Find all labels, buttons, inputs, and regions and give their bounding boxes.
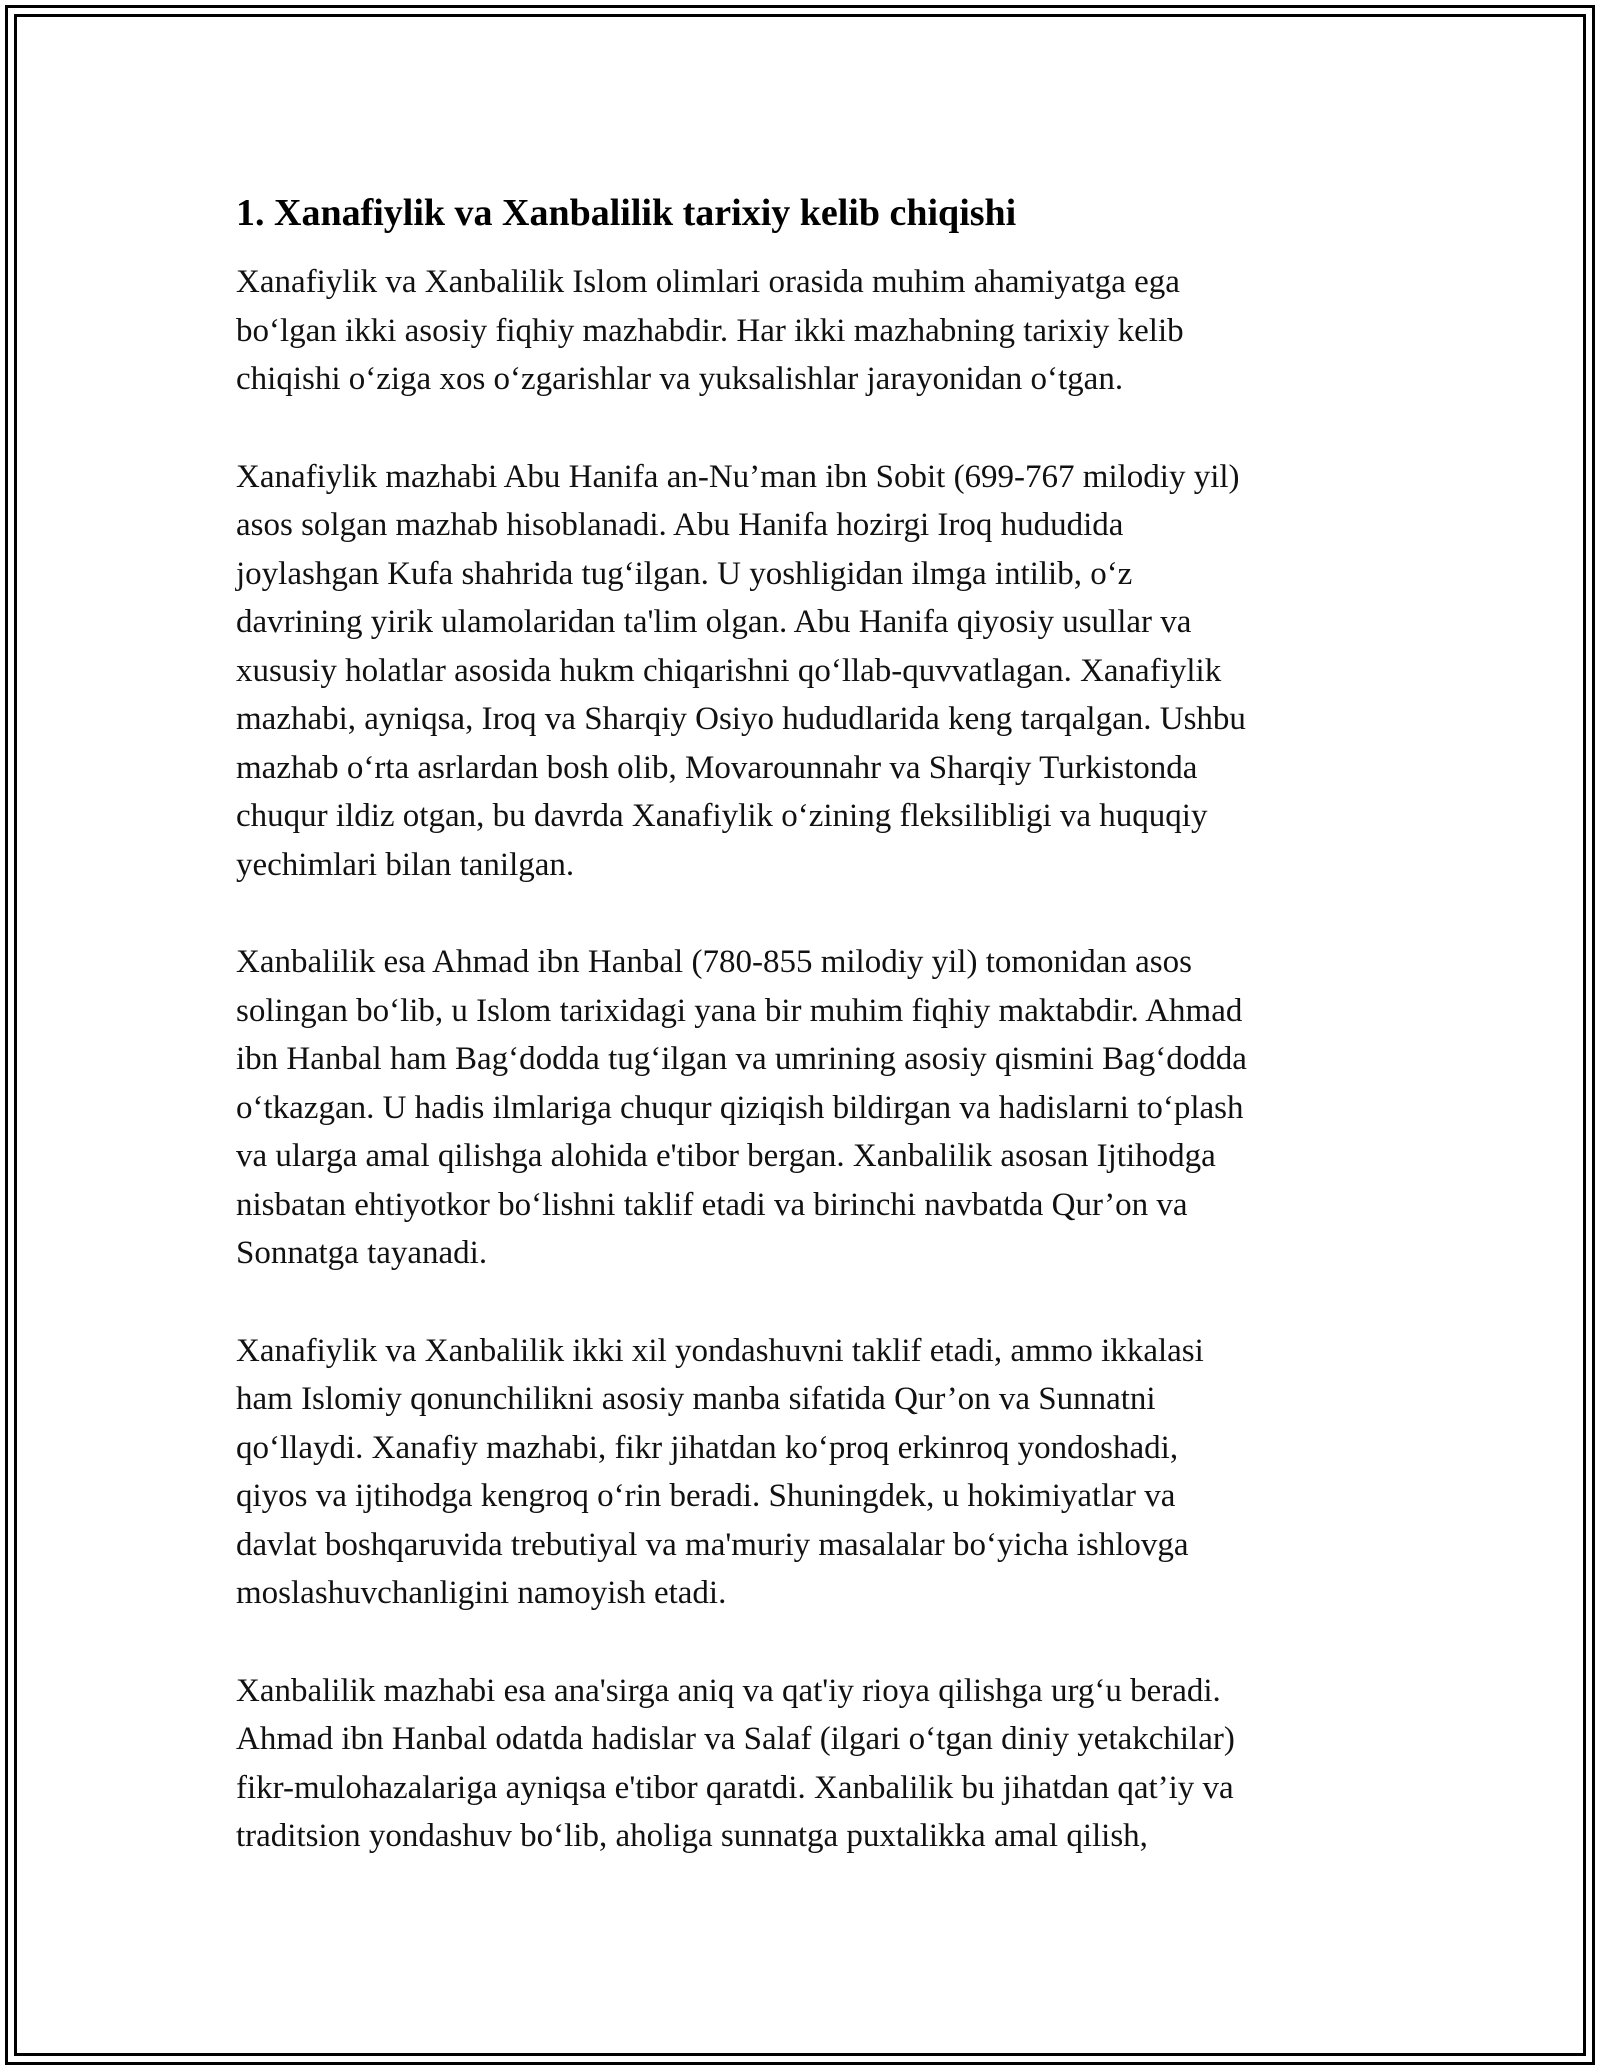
section-heading: 1. Xanafiylik va Xanbalilik tarixiy kelib chiqishi bbox=[236, 192, 1017, 234]
paragraph-line: bo‘lgan ikki asosiy fiqhiy mazhabdir. Har ikki mazhabning tarixiy kelib bbox=[236, 312, 1184, 349]
document-body bbox=[236, 188, 1366, 1910]
paragraph-line: chiqishi o‘ziga xos o‘zgarishlar va yuksalishlar jarayonidan o‘tgan. bbox=[236, 361, 1124, 397]
paragraph-hanafi bbox=[236, 453, 1366, 890]
paragraph-line: yechimlari bilan tanilgan. bbox=[236, 846, 575, 883]
paragraph-line: chuqur ildiz otgan, bu davrda Xanafiylik o‘zining fleksilibligi va huquqiy bbox=[236, 798, 1208, 834]
paragraph-line: mazhabi, ayniqsa, Iroq va Sharqiy Osiyo hududlarida keng tarqalgan. Ushbu bbox=[236, 701, 1246, 737]
paragraph-line: ibn Hanbal ham Bag‘dodda tug‘ilgan va umrining asosiy qismini Bag‘dodda bbox=[236, 1041, 1247, 1077]
paragraph-hanbali-approach bbox=[236, 1667, 1366, 1861]
paragraph-intro bbox=[236, 258, 1366, 404]
paragraph-line: va ularga amal qilishga alohida e'tibor bergan. Xanbalilik asosan Ijtihodga bbox=[236, 1138, 1216, 1174]
paragraph-line: o‘tkazgan. U hadis ilmlariga chuqur qiziqish bildirgan va hadislarni to‘plash bbox=[236, 1089, 1244, 1126]
paragraph-line: solingan bo‘lib, u Islom tarixidagi yana bir muhim fiqhiy maktabdir. Ahmad bbox=[236, 992, 1243, 1029]
paragraph-line: asos solgan mazhab hisoblanadi. Abu Hanifa hozirgi Iroq hududida bbox=[236, 507, 1124, 543]
paragraph-line: qo‘llaydi. Xanafiy mazhabi, fikr jihatdan ko‘proq erkinroq yondoshadi, bbox=[236, 1429, 1179, 1466]
paragraph-line: Sonnatga tayanadi. bbox=[236, 1235, 488, 1271]
paragraph-comparison bbox=[236, 1327, 1366, 1618]
paragraph-line: davlat boshqaruvida trebutiyal va ma'muriy masalalar bo‘yicha ishlovga bbox=[236, 1526, 1189, 1563]
paragraph-line: Xanbalilik esa Ahmad ibn Hanbal (780-855 milodiy yil) tomonidan asos bbox=[236, 944, 1192, 980]
paragraph-line: xususiy holatlar asosida hukm chiqarishni qo‘llab-quvvatlagan. Xanafiylik bbox=[236, 652, 1222, 689]
paragraph-line: traditsion yondashuv bo‘lib, aholiga sunnatga puxtalikka amal qilish, bbox=[236, 1818, 1148, 1854]
paragraph-line: Xanafiylik va Xanbalilik ikki xil yondashuvni taklif etadi, ammo ikkalasi bbox=[236, 1332, 1204, 1369]
paragraph-line: moslashuvchanligini namoyish etadi. bbox=[236, 1575, 727, 1611]
paragraph-line: Xanbalilik mazhabi esa ana'sirga aniq va qat'iy rioya qilishga urg‘u beradi. bbox=[236, 1672, 1221, 1709]
paragraph-hanbali bbox=[236, 938, 1366, 1278]
paragraph-line: qiyos va ijtihodga kengroq o‘rin beradi. Shuningdek, u hokimiyatlar va bbox=[236, 1478, 1176, 1514]
paragraph-line: Xanafiylik va Xanbalilik Islom olimlari orasida muhim ahamiyatga ega bbox=[236, 264, 1180, 300]
paragraph-line: Xanafiylik mazhabi Abu Hanifa an-Nu’man ibn Sobit (699-767 milodiy yil) bbox=[236, 458, 1240, 495]
paragraph-line: fikr-mulohazalariga ayniqsa e'tibor qaratdi. Xanbalilik bu jihatdan qat’iy va bbox=[236, 1769, 1234, 1806]
paragraph-line: mazhab o‘rta asrlardan bosh olib, Movarounnahr va Sharqiy Turkistonda bbox=[236, 749, 1198, 786]
paragraph-line: nisbatan ehtiyotkor bo‘lishni taklif etadi va birinchi navbatda Qur’on va bbox=[236, 1186, 1188, 1223]
paragraph-line: davrining yirik ulamolaridan ta'lim olgan. Abu Hanifa qiyosiy usullar va bbox=[236, 604, 1192, 640]
paragraph-line: joylashgan Kufa shahrida tug‘ilgan. U yoshligidan ilmga intilib, o‘z bbox=[236, 555, 1133, 592]
paragraph-line: Ahmad ibn Hanbal odatda hadislar va Salaf (ilgari o‘tgan diniy yetakchilar) bbox=[236, 1721, 1235, 1757]
paragraph-line: ham Islomiy qonunchilikni asosiy manba sifatida Qur’on va Sunnatni bbox=[236, 1381, 1156, 1417]
